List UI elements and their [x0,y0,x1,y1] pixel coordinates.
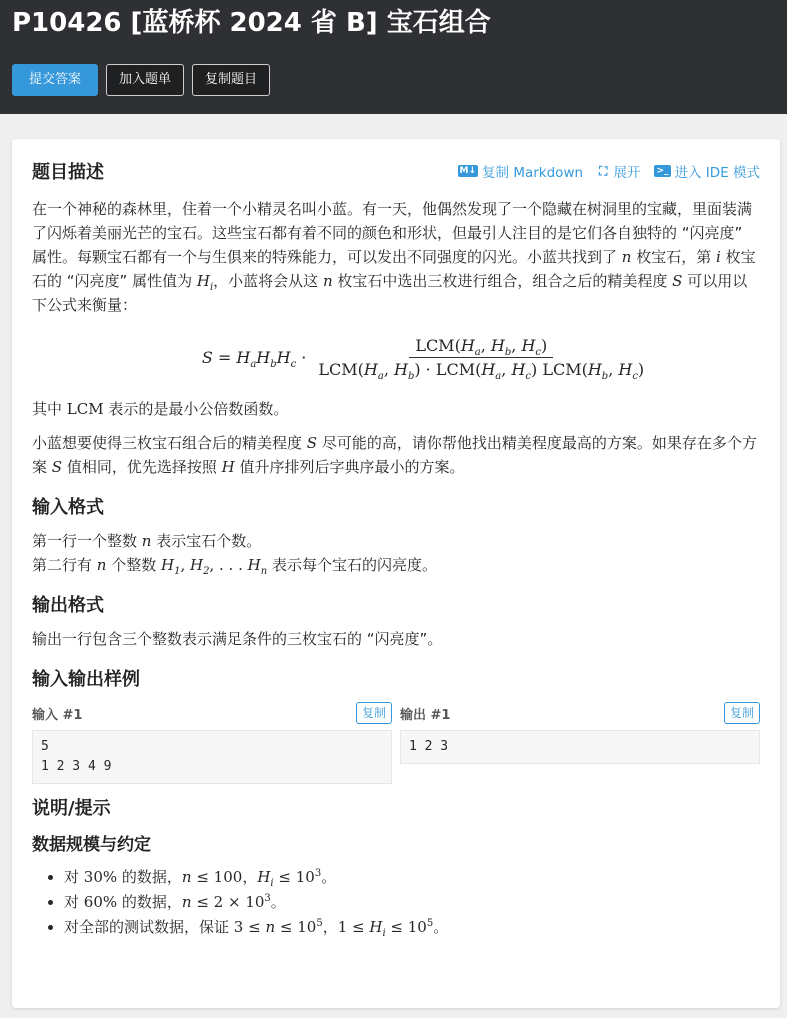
constraint-item: • 对全部的测试数据，保证 $3 \le n \le 10^5$，$1 \le H_i \le 10^5$。 [64,915,760,940]
text-run: 对 [64,868,84,886]
text-run: 值升序排列后字典序最小的方案。 [234,458,465,476]
text-run: 个整数 [106,556,161,574]
math-h: H [221,458,235,476]
text-run: ， [322,918,338,936]
description-title: 题目描述 [32,162,104,183]
samples-title: 输入输出样例 [32,669,140,690]
math-n-range: $3 \le n \le 10^5$ [233,918,323,936]
text-run: 对 [64,893,84,911]
add-to-list-button[interactable]: 加入题单 [106,64,184,96]
text-run: 尽可能的高，请你帮他找出精美程度最高的方案。如果存在多个方案 [32,434,757,476]
sample-output-box: 1 2 3 [400,730,760,764]
math-s: S [51,458,63,476]
hint-title: 说明/提示 [32,798,111,819]
copy-markdown-link[interactable] [458,161,584,181]
sample-output-header [400,701,760,725]
text-run: 在一个神秘的森林里，住着一个小精灵名叫小蓝。有一天，他偶然发现了一个隐藏在树洞里的宝藏，里面装满了闪烁着美丽光芒的宝石。这些宝石都有着不同的颜色和形状，但最引人注目的是它们各自独特的 “闪亮度” 属性。每颗宝石都有一个与生俱来的特殊能力，可以发出不同强度的闪光。小蓝共找到了 [32,200,753,266]
copy-problem-button[interactable]: 复制题目 [192,64,270,96]
samples-row [32,701,760,784]
sample-output [400,701,760,784]
math-hi-le-1e3: $H_i \le 10^3$ [257,868,322,889]
constraint-item: • 对 30% 的数据，n ≤ 100，$H_i \le 10^3$。 [64,865,760,890]
constraint-item: • 对 60% 的数据，$n \le 2 \times 10^3$。 [64,890,760,915]
formula-denominator: $LCM(H_a$, $H_b) \cdot LCM(H_a$, $H_c$) $LCM(H_b$, $H_c$) [318,359,645,382]
output-format-text: 输出一行包含三个整数表示满足条件的三枚宝石的 “闪亮度”。 [32,630,443,648]
input-format-title: 输入格式 [32,497,104,518]
text-run: ， [242,868,258,886]
text-run: 对全部的测试数据，保证 [64,918,234,936]
sample-input [32,701,392,784]
math-60pct: 60% [83,893,118,911]
page-title: P10426 [蓝桥杯 2024 省 B] 宝石组合 [12,8,491,38]
description-paragraph-2 [32,397,760,421]
text-run: 的数据， [117,868,182,886]
math-hi: $H_i$ [196,272,214,293]
copy-input-button[interactable]: 复制 [356,702,392,724]
text-run: ，小蓝将会从这 [213,272,323,290]
problem-card [12,139,780,1008]
ide-mode-link[interactable] [654,161,760,181]
action-toolbar [12,64,270,96]
formula-numerator: $LCM(H_a$, $H_b$, $H_c$) [409,336,553,358]
text-run: 枚宝石的 “闪亮度” 属性值为 [32,248,756,290]
math-n: n [141,532,152,550]
description-paragraph-1 [32,197,760,317]
text-run: 表示的是最小公倍数函数。 [103,400,289,418]
formula-product: $H_aH_bH_c$ [236,347,297,370]
constraints-title: 数据规模与约定 [32,835,151,855]
constraints-list [64,865,760,940]
text-run: 表示每个宝石的闪亮度。 [267,556,437,574]
text-run: 第一行一个整数 [32,532,142,550]
text-run: 可以用以下公式来衡量： [32,272,748,314]
input-format-line-2 [32,553,760,577]
text-run: 枚宝石中选出三枚进行组合，组合之后的精美程度 [332,272,673,290]
page-header [0,0,787,114]
sample-input-box: 5 1 2 3 4 9 [32,730,392,784]
copy-output-button[interactable]: 复制 [724,702,760,724]
problem-tools [458,161,760,181]
math-s: S [306,434,318,452]
math-n: n [621,248,632,266]
expand-label: 展开 [613,165,641,181]
output-format-title: 输出格式 [32,595,104,616]
input-format-line-1 [32,529,760,553]
markdown-icon: M↓ [459,166,477,176]
text-run: 值相同，优先选择按照 [62,458,222,476]
formula-lhs: S [201,347,213,367]
formula [92,317,760,397]
text-run: 其中 [32,400,67,418]
math-i: i [716,248,721,266]
sample-input-label: 输入 #1 [32,707,83,723]
text-run: 表示宝石个数。 [151,532,262,550]
math-n-le-2e3: $n \le 2 \times 10^3$ [181,893,271,911]
text-run: 第二行有 [32,556,97,574]
copy-markdown-label: 复制 Markdown [482,165,584,181]
math-n: n [96,556,107,574]
text-run: 的数据， [117,893,182,911]
sample-output-label: 输出 #1 [400,707,451,723]
formula-dot: · [296,347,307,367]
description-header [32,159,760,183]
formula-fraction [312,335,650,382]
math-n: n [322,272,333,290]
submit-answer-button[interactable]: 提交答案 [12,64,98,96]
math-hi-range: $1 \le H_i \le 10^5$ [337,918,434,939]
math-h-seq: $H_1$, $H_2$, . . . $H_n$ [161,556,268,577]
description-paragraph-3 [32,431,760,479]
math-n-le-100: n ≤ 100 [181,868,243,886]
formula-eq: = [212,347,237,367]
expand-icon: ⛶ [599,164,608,178]
math-30pct: 30% [83,868,118,886]
terminal-icon: >_ [656,166,669,176]
ide-mode-label: 进入 IDE 模式 [674,165,760,181]
expand-link[interactable] [597,161,640,181]
math-lcm: LCM [66,400,104,418]
text-run: 小蓝想要使得三枚宝石组合后的精美程度 [32,434,307,452]
sample-input-header [32,701,392,725]
text-run: 枚宝石，第 [631,248,716,266]
math-s: S [672,272,683,290]
